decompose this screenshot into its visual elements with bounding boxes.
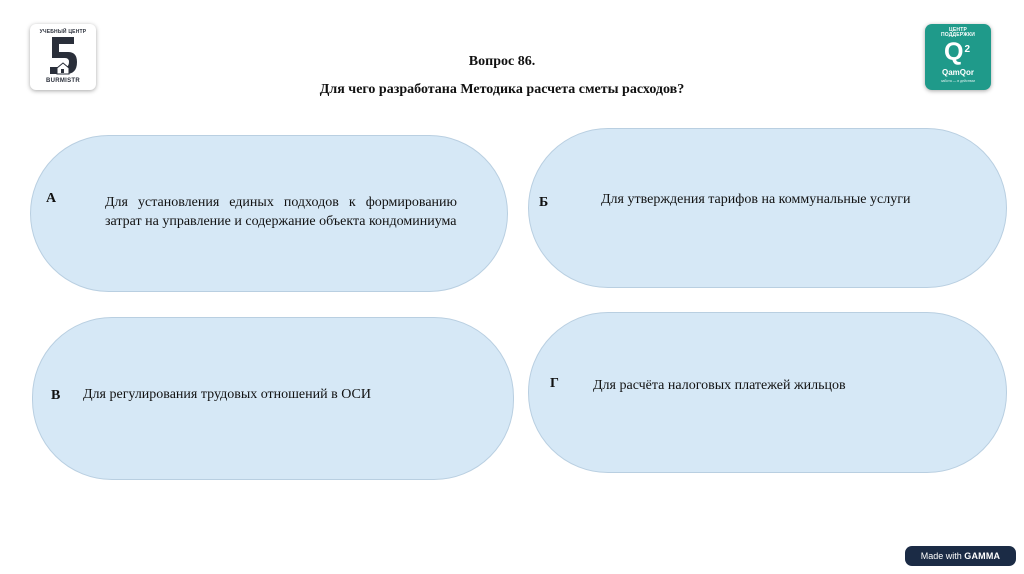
logo-right-q-sup: 2 [964,44,971,55]
logo-right-top-line1: ЦЕНТР [949,27,967,33]
made-with-gamma-badge[interactable] [905,546,1016,566]
answer-letter-b: Б [539,195,549,210]
logo-left-top-text: УЧЕБНЫЙ ЦЕНТР [39,29,87,35]
logo-right-tagline: забота — в действии [940,79,976,83]
logo-right-q: Q [944,38,964,66]
answer-option-a[interactable] [30,135,508,292]
answer-text-c: Для регулирования трудовых отношений в ОСИ [83,387,371,402]
answer-option-b[interactable] [528,128,1007,288]
answer-letter-a: А [46,191,57,206]
logo-right-top-text [925,28,991,38]
question-number: Вопрос 86. [468,54,536,69]
badge-prefix: Made with [920,551,962,561]
answer-letter-d: Г [550,376,559,391]
logo-right-name: QamQor [941,68,974,77]
answer-text-a: Для установления единых подходов к формированию затрат на управление и содержание объекта кондоминиума [105,195,457,229]
badge-brand: GAMMA [964,551,1001,561]
answer-letter-c: В [51,388,61,403]
answer-option-d[interactable] [528,312,1007,473]
logo-left-bottom-text: BURMISTR [45,78,81,84]
question-text: Для чего разработана Методика расчета сметы расходов? [319,82,685,97]
answer-option-c[interactable] [32,317,514,480]
answer-text-b: Для утверждения тарифов на коммунальные услуги [601,192,911,207]
answer-text-d: Для расчёта налоговых платежей жильцов [593,378,846,393]
logo-right-top-line2: ПОДДЕРЖКИ [940,32,976,38]
